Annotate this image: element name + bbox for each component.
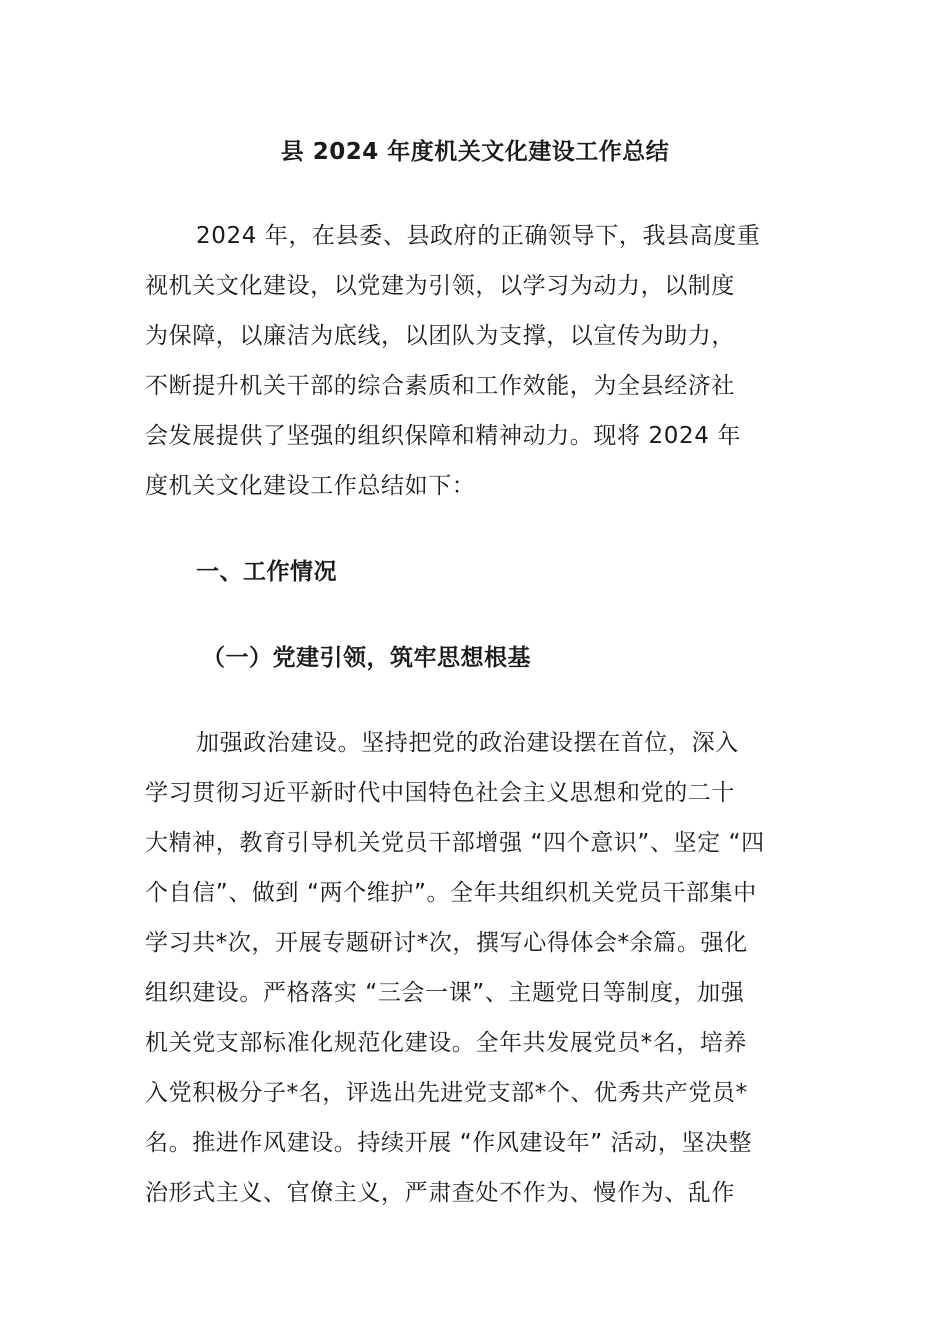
body-line-7: 机关党支部标准化规范化建设。全年共发展党员*名，培养 xyxy=(145,1030,748,1056)
body-line-8: 入党积极分子*名，评选出先进党支部*个、优秀共产党员* xyxy=(145,1080,748,1106)
intro-line-6: 度机关文化建设工作总结如下： xyxy=(145,473,476,499)
body-line-2: 学习贯彻习近平新时代中国特色社会主义思想和党的二十 xyxy=(145,780,735,806)
intro-line-5: 会发展提供了坚强的组织保障和精神动力。现将 2024 年 xyxy=(145,423,741,449)
body-line-3: 大精神，教育引导机关党员干部增强 “四个意识”、坚定 “四 xyxy=(145,830,765,856)
body-line-10: 治形式主义、官僚主义，严肃查处不作为、慢作为、乱作 xyxy=(145,1180,735,1206)
intro-line-4: 不断提升机关干部的综合素质和工作效能，为全县经济社 xyxy=(145,373,735,399)
intro-line-1: 2024 年，在县委、县政府的正确领导下，我县高度重 xyxy=(196,223,761,249)
document-title: 县 2024 年度机关文化建设工作总结 xyxy=(280,139,670,165)
body-line-1: 加强政治建设。坚持把党的政治建设摆在首位，深入 xyxy=(196,730,739,756)
body-line-4: 个自信”、做到 “两个维护”。全年共组织机关党员干部集中 xyxy=(145,880,757,906)
body-line-9: 名。推进作风建设。持续开展 “作风建设年” 活动，坚决整 xyxy=(145,1130,753,1156)
subsection-heading-party-building: （一）党建引领，筑牢思想根基 xyxy=(202,645,531,671)
body-line-6: 组织建设。严格落实 “三会一课”、主题党日等制度，加强 xyxy=(145,980,745,1006)
body-line-5: 学习共*次，开展专题研讨*次，撰写心得体会*余篇。强化 xyxy=(145,930,748,956)
section-heading-work-status: 一、工作情况 xyxy=(196,559,337,585)
intro-line-3: 为保障，以廉洁为底线，以团队为支撑，以宣传为助力， xyxy=(145,323,735,349)
intro-line-2: 视机关文化建设，以党建为引领，以学习为动力，以制度 xyxy=(145,273,735,299)
